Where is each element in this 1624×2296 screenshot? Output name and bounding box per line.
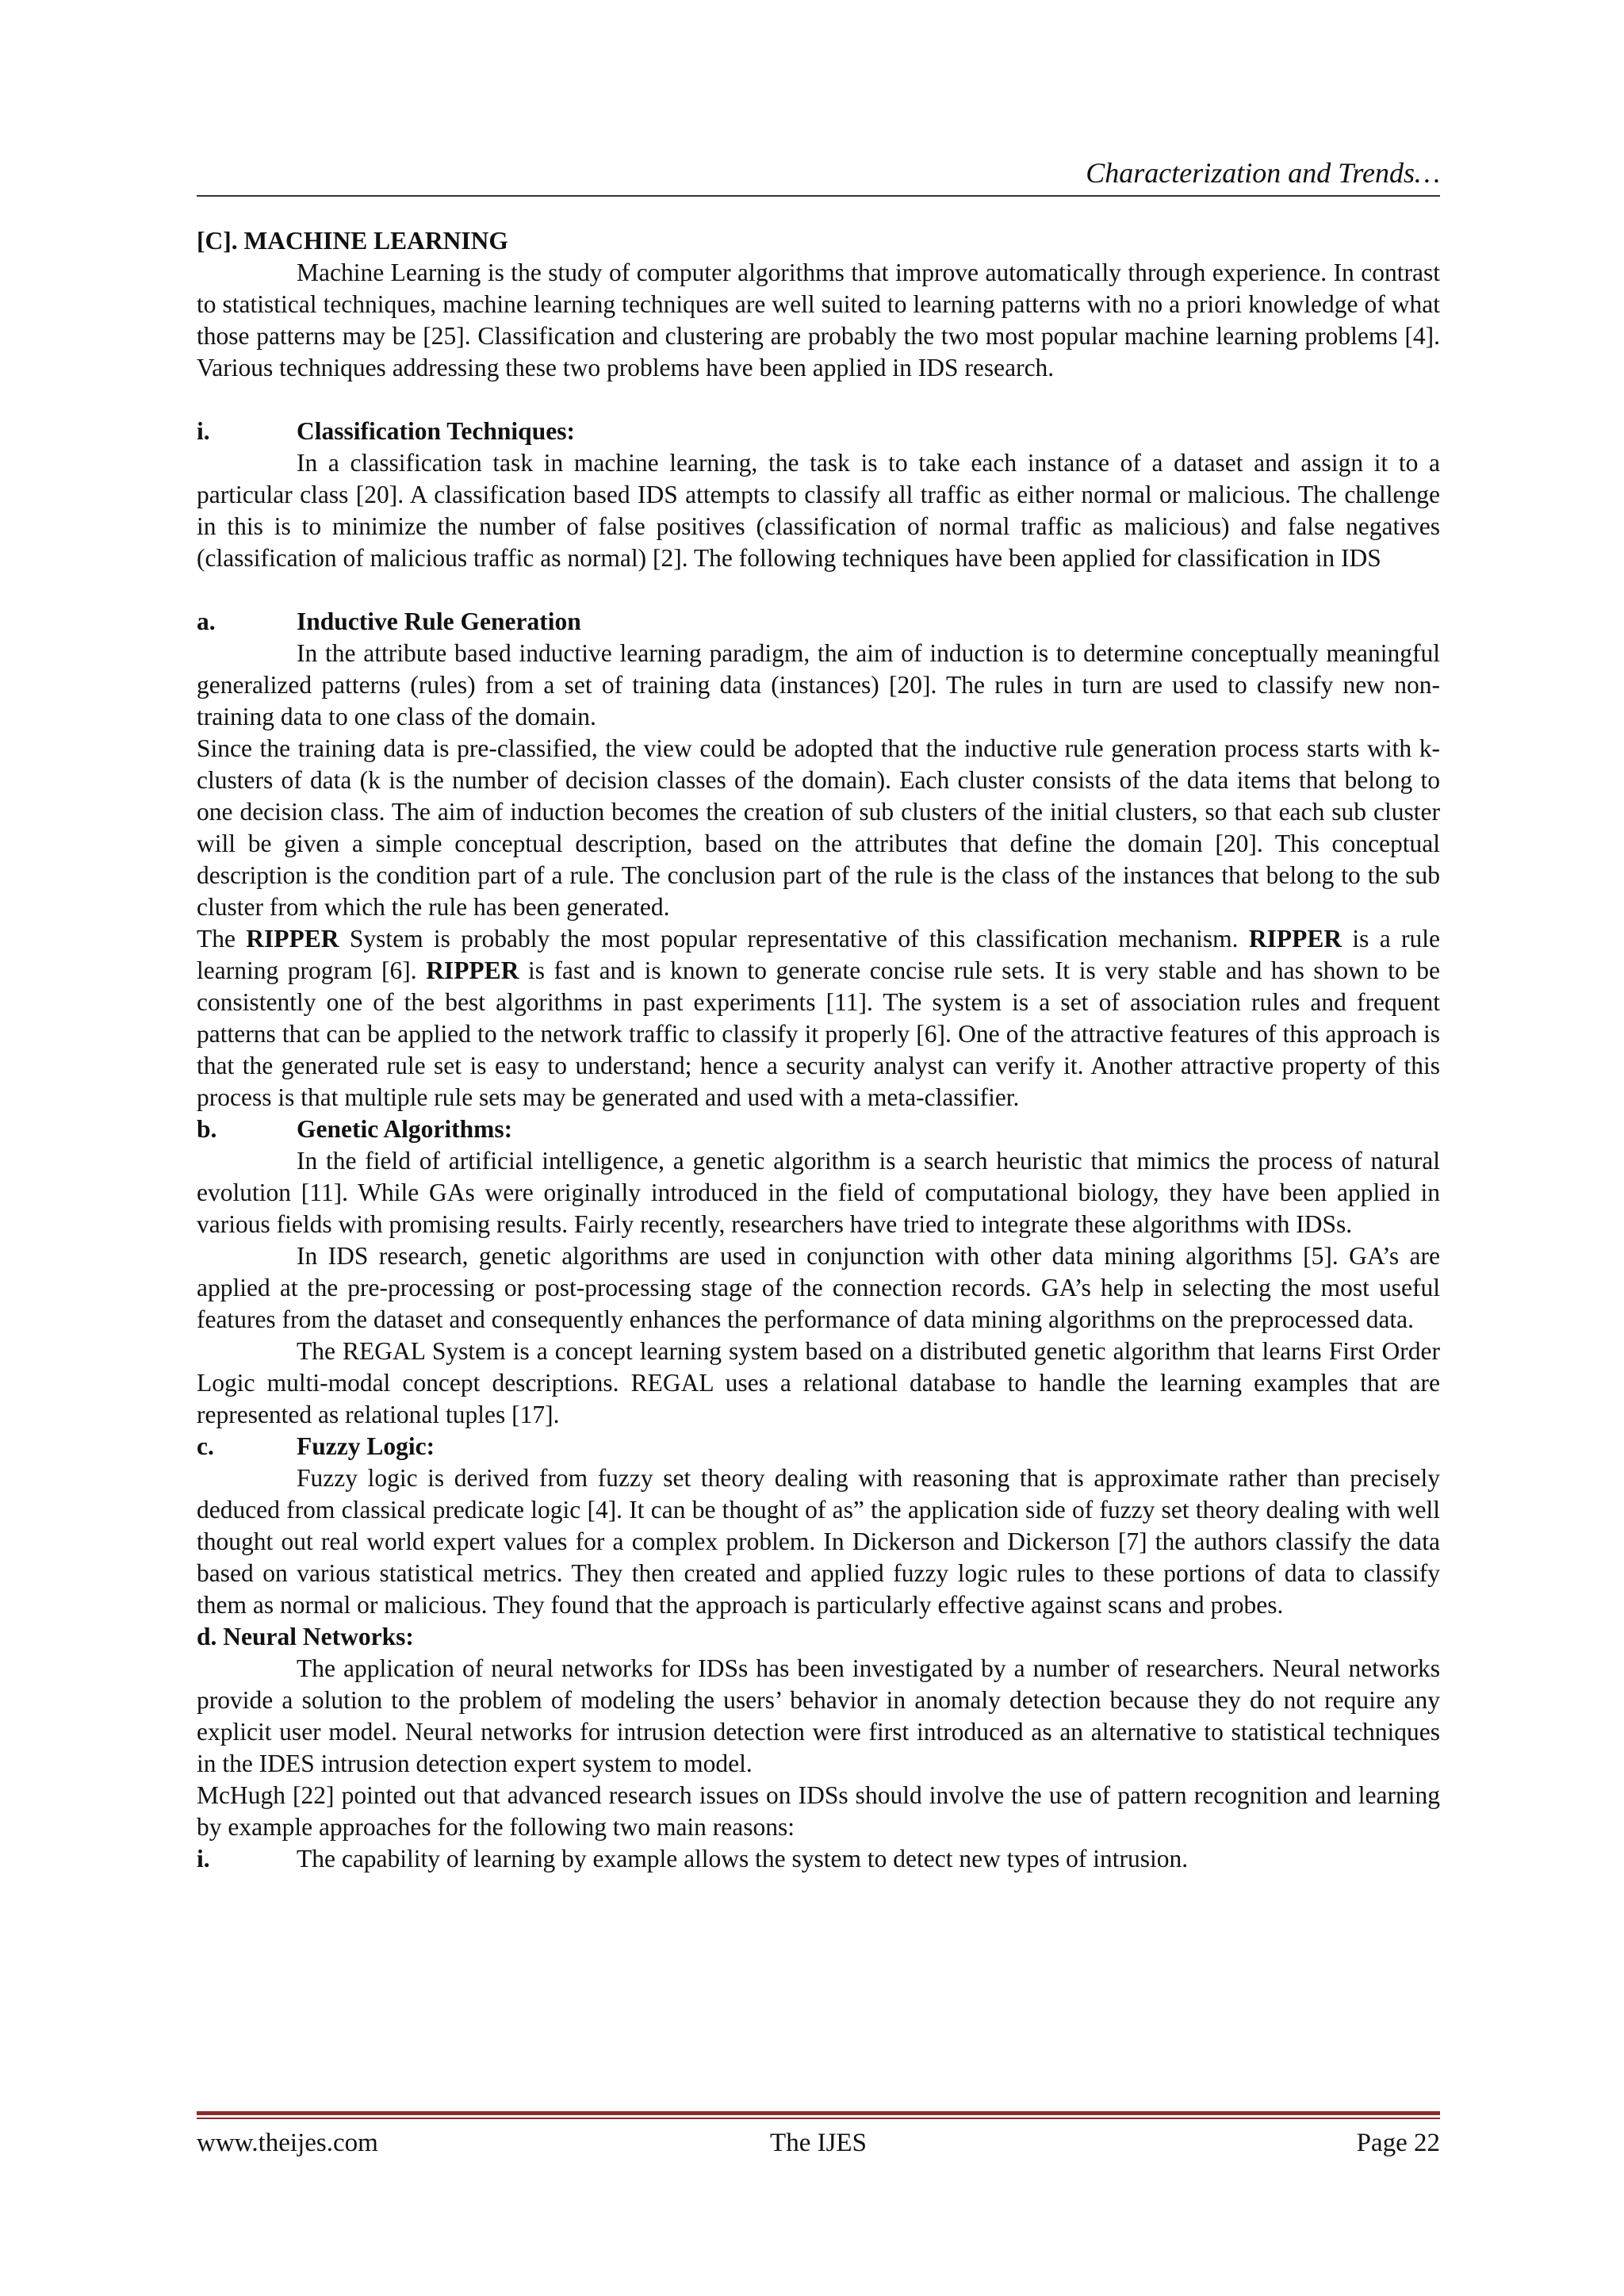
inductive-heading <box>197 606 1440 638</box>
genetic-paragraph-1: In the field of artificial intelligence, a genetic algorithm is a search heuristic that mimics the process of natural evolution [11]. While GAs were originally introduced in the field of computational biology, they have been applied in various fields with promising results. Fairly recently, researchers have tried to integrate these algorithms with IDSs. <box>197 1147 1440 1238</box>
heading-text: Fuzzy Logic: <box>297 1432 435 1460</box>
heading-text: Classification Techniques: <box>297 417 575 445</box>
heading-text: Inductive Rule Generation <box>297 608 581 635</box>
inductive-paragraph-2: Since the training data is pre-classified, the view could be adopted that the inductive rule generation process starts with k-clusters of data (k is the number of decision classes of the domain). Each cluster consists of the data items that belong to one decision class. The aim of induction becomes the creation of sub clusters of the initial clusters, so that each sub cluster will be given a simple conceptual description, based on the attributes that define the domain [20]. This conceptual description is the condition part of a rule. The conclusion part of the rule is the class of the instances that belong to the sub cluster from which the rule has been generated. <box>197 734 1440 921</box>
heading-label: a. <box>197 608 216 635</box>
section-intro: Machine Learning is the study of computer algorithms that improve automatically through experience. In contrast to statistical techniques, machine learning techniques are well suited to learning patterns with no a priori knowledge of what those patterns may be [25]. Classification and clustering are probably the two most popular machine learning problems [4]. Various techniques addressing these two problems have been applied in IDS research. <box>197 259 1440 381</box>
text-run: System is probably the most popular representative of this classification mechanism. <box>339 925 1249 953</box>
genetic-heading <box>197 1114 1440 1145</box>
inductive-paragraph-1: In the attribute based inductive learning paradigm, the aim of induction is to determine conceptually meaningful generalized patterns (rules) from a set of training data (instances) [20]. The rules in turn are used to classify new non-training data to one class of the domain. <box>197 639 1440 730</box>
neural-paragraph-2: McHugh [22] pointed out that advanced research issues on IDSs should involve the use of pattern recognition and learning by example approaches for the following two main reasons: <box>197 1781 1440 1841</box>
list-item <box>197 1843 1440 1875</box>
heading-label: c. <box>197 1432 214 1460</box>
genetic-paragraph-2: In IDS research, genetic algorithms are used in conjunction with other data mining algorithms [5]. GA’s are applied at the pre-processing or post-processing stage of the connection records. GA’s help in selecting the most useful features from the dataset and consequently enhances the performance of data mining algorithms on the preprocessed data. <box>197 1242 1440 1333</box>
spacer <box>197 574 1440 606</box>
heading-label: b. <box>197 1115 217 1143</box>
section-title: [C]. MACHINE LEARNING <box>197 227 508 255</box>
ripper-term: RIPPER <box>1248 925 1342 953</box>
list-item-label: i. <box>197 1845 210 1872</box>
list-item-text: The capability of learning by example allows the system to detect new types of intrusion. <box>297 1845 1189 1872</box>
ripper-term: RIPPER <box>246 925 339 953</box>
text-run: is a rule learning program [6]. <box>197 925 1440 984</box>
page-footer <box>197 2125 1440 2160</box>
spacer <box>197 384 1440 416</box>
heading-label: i. <box>197 417 210 445</box>
genetic-paragraph-3: The REGAL System is a concept learning system based on a distributed genetic algorithm that learns First Order Logic multi-modal concept descriptions. REGAL uses a relational database to handle the learning examples that are represented as relational tuples [17]. <box>197 1337 1440 1428</box>
heading-text: Genetic Algorithms: <box>297 1115 513 1143</box>
fuzzy-paragraph: Fuzzy logic is derived from fuzzy set theory dealing with reasoning that is approximate rather than precisely deduced from classical predicate logic [4]. It can be thought of as” the application side of fuzzy set theory dealing with well thought out real world expert values for a complex problem. In Dickerson and Dickerson [7] the authors classify the data based on various statistical metrics. They then created and applied fuzzy logic rules to these portions of data to classify them as normal or malicious. They found that the approach is particularly effective against scans and probes. <box>197 1464 1440 1619</box>
fuzzy-heading <box>197 1431 1440 1462</box>
ripper-paragraph <box>197 923 1440 1114</box>
header-rule <box>197 195 1440 197</box>
footer-rule-thick <box>197 2111 1440 2115</box>
text-run: The <box>197 925 247 953</box>
footer-website: www.theijes.com <box>197 2129 378 2157</box>
neural-paragraph-1: The application of neural networks for IDSs has been investigated by a number of researchers. Neural networks provide a solution to the problem of modeling the users’ behavior in anomaly detection because they do not require any explicit user model. Neural networks for intrusion detection were first introduced as an alternative to statistical techniques in the IDES intrusion detection expert system to model. <box>197 1654 1440 1777</box>
footer-rule-thin <box>197 2118 1440 2119</box>
neural-heading: d. Neural Networks: <box>197 1623 414 1650</box>
text-run: is fast and is known to generate concise rule sets. It is very stable and has shown to be consistently one of the best algorithms in past experiments [11]. The system is a set of association rules and frequent patterns that can be applied to the network traffic to classify it properly [6]. One of the attractive features of this approach is that the generated rule set is easy to understand; hence a security analyst can verify it. Another attractive property of this process is that multiple rule sets may be generated and used with a meta-classifier. <box>197 956 1441 1111</box>
running-header: Characterization and Trends… <box>1086 157 1440 189</box>
footer-journal: The IJES <box>770 2129 867 2157</box>
classification-heading <box>197 416 1440 447</box>
footer-page-number: Page 22 <box>1356 2129 1440 2157</box>
page-content <box>197 225 1440 1875</box>
classification-paragraph: In a classification task in machine learning, the task is to take each instance of a dataset and assign it to a particular class [20]. A classification based IDS attempts to classify all traffic as either normal or malicious. The challenge in this is to minimize the number of false positives (classification of normal traffic as malicious) and false negatives (classification of malicious traffic as normal) [2]. The following techniques have been applied for classification in IDS <box>197 449 1440 572</box>
ripper-term: RIPPER <box>426 956 519 984</box>
